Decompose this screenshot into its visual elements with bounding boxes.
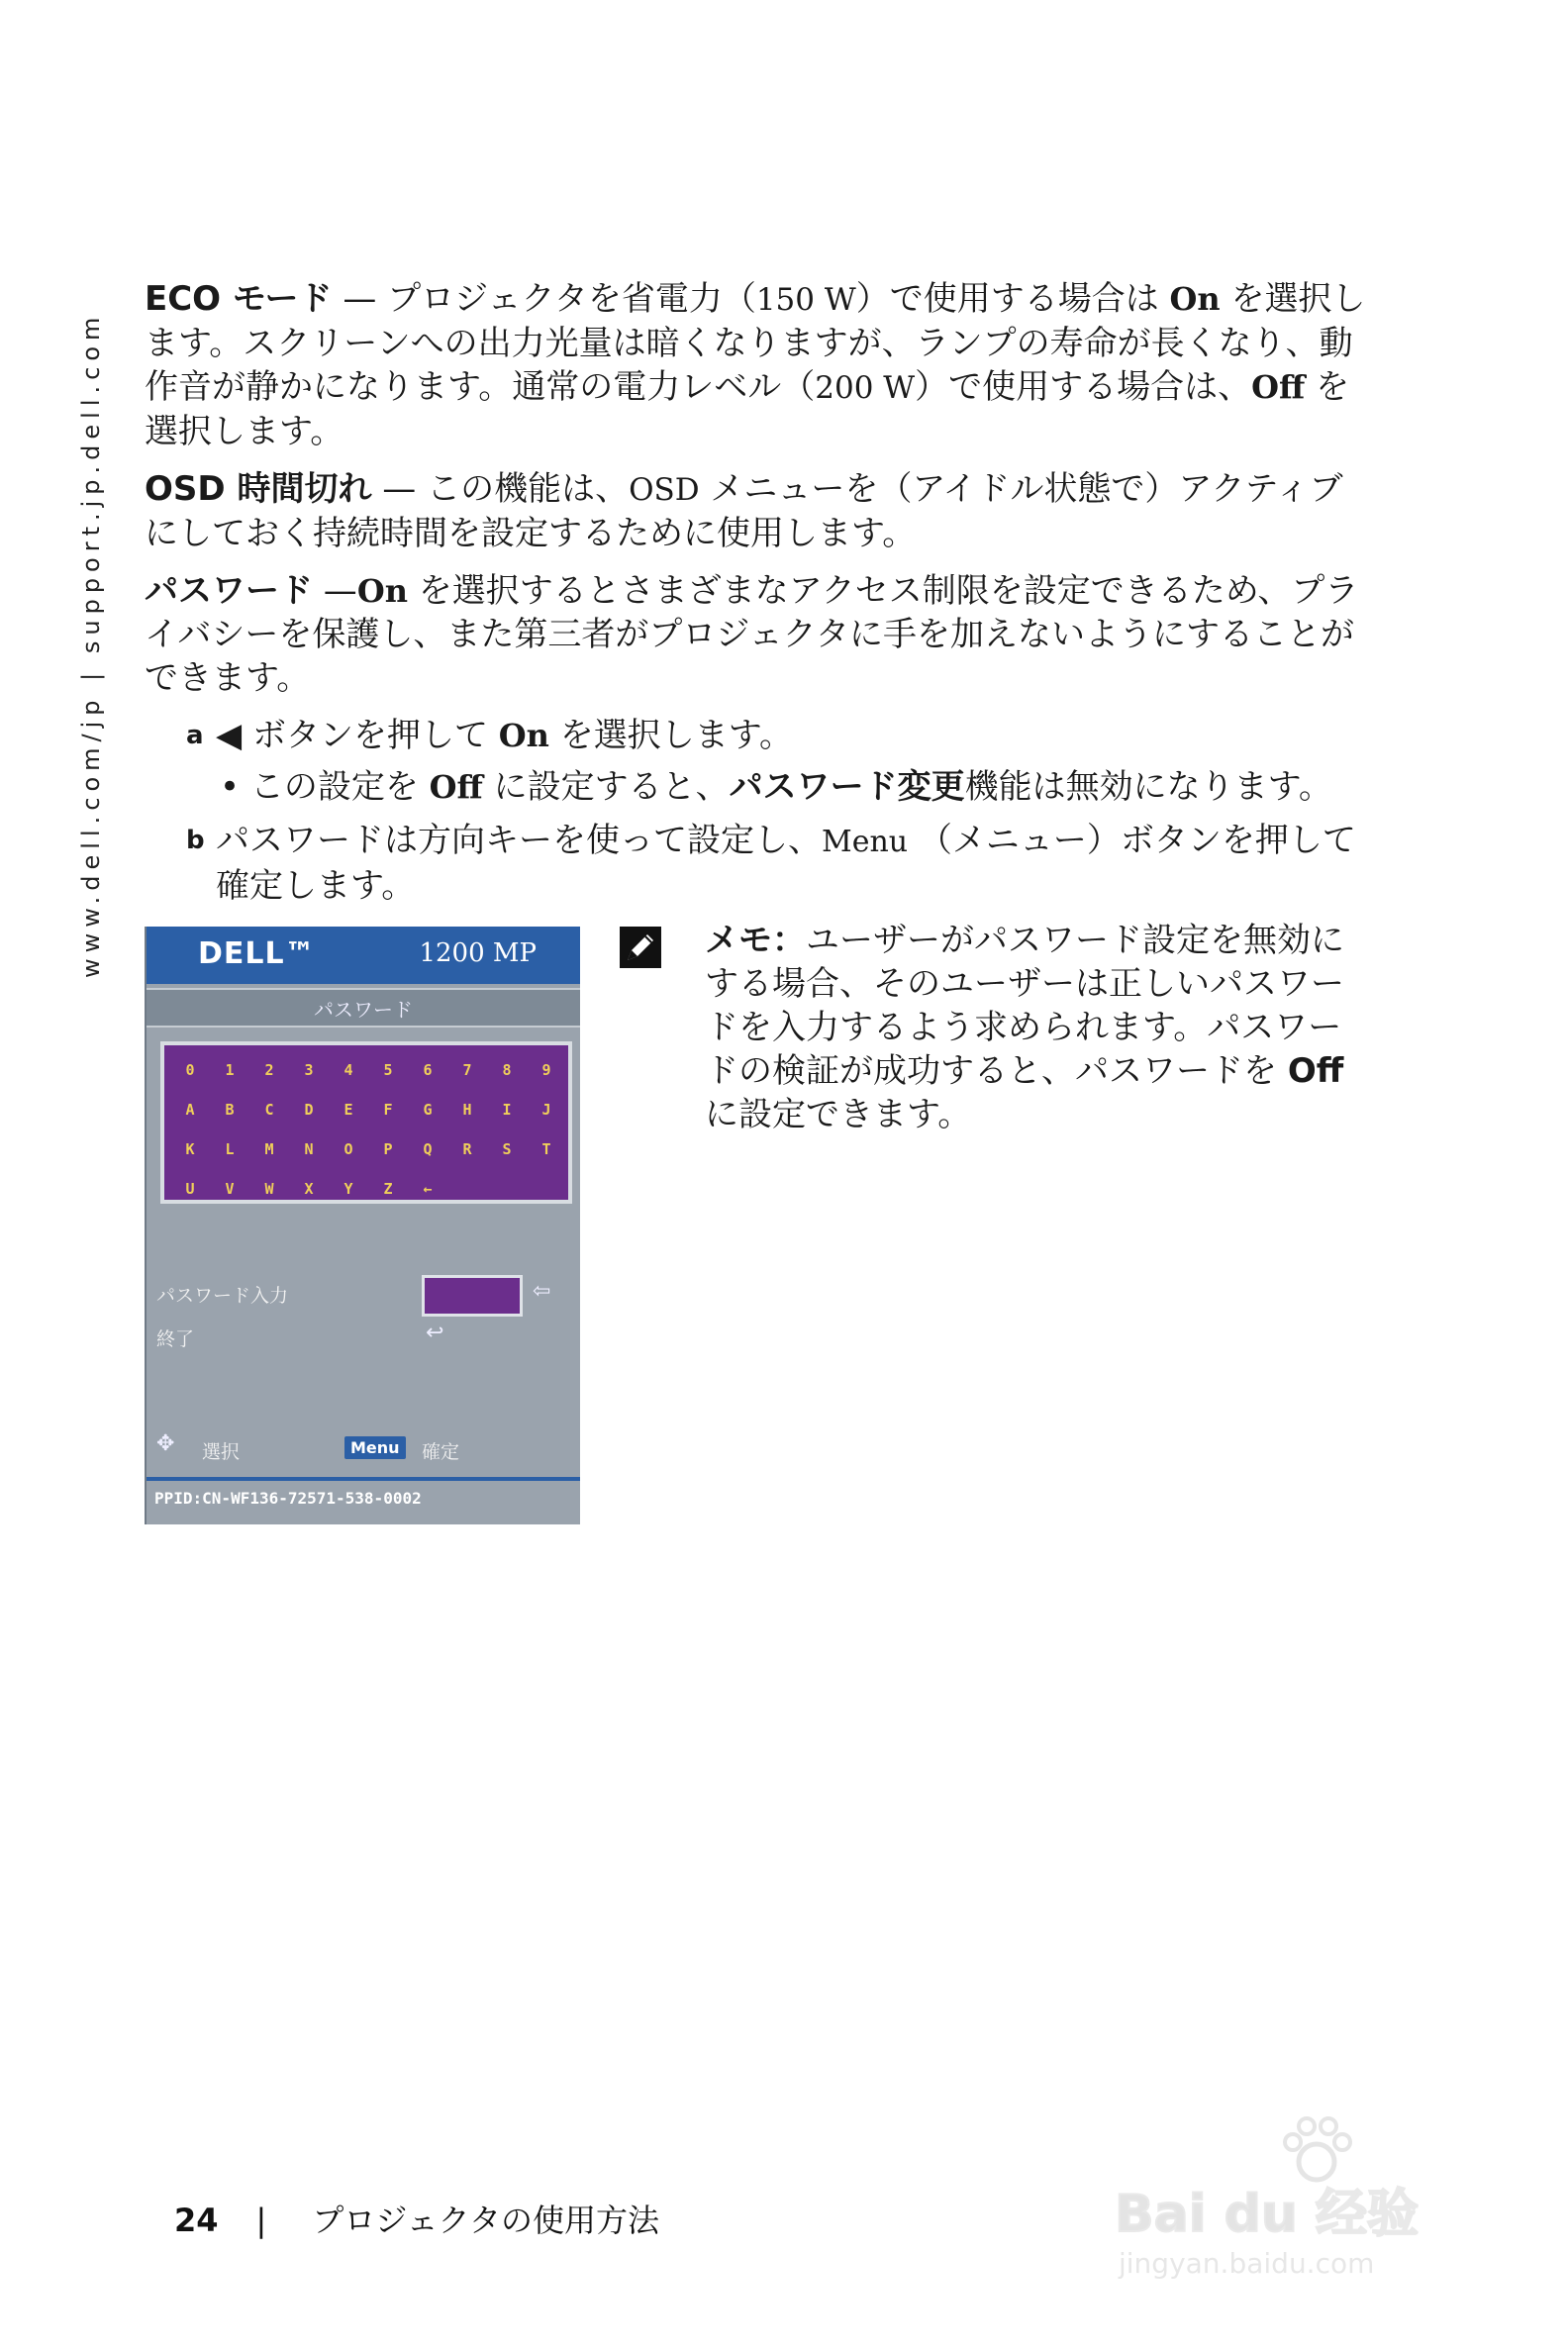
eco-text-1: プロジェクタを省電力（ — [387, 279, 756, 319]
key[interactable]: 9 — [541, 1061, 551, 1079]
osd-text-2: メニューを（アイドル状態で）アクティブにしておく持続時間を設定するために使用します。 — [145, 469, 1343, 553]
note-text-2: に設定できます。 — [705, 1095, 972, 1134]
osd-title: パスワード — [314, 998, 413, 1022]
key[interactable]: D — [304, 1101, 314, 1119]
key[interactable]: 6 — [423, 1061, 433, 1079]
key[interactable]: O — [343, 1140, 353, 1158]
watermark-url: jingyan.baidu.com — [1119, 2247, 1375, 2280]
key[interactable]: Y — [343, 1180, 353, 1198]
return-icon: ↩ — [426, 1321, 444, 1345]
eco-mode-paragraph — [145, 277, 1366, 453]
key[interactable]: V — [225, 1180, 235, 1198]
arrow-left-icon: ⇦ — [533, 1279, 551, 1304]
bullet-text-3: 機能は無効になります。 — [964, 767, 1332, 807]
eco-text-4: ）で使用する場合は、 — [915, 367, 1252, 407]
note-text-1: ユーザーがパスワード設定を無効にする場合、そのユーザーは正しいパスワードを入力するよう求められます。パスワードの検証が成功すると、パスワードを — [705, 921, 1344, 1091]
confirm-label: 確定 — [422, 1441, 460, 1463]
eco-dash: — — [332, 279, 388, 319]
key[interactable]: K — [185, 1140, 195, 1158]
osd-dash: — — [371, 469, 428, 509]
osd-separator — [147, 1477, 580, 1481]
osd-title-strip — [147, 988, 580, 1028]
key[interactable]: S — [502, 1140, 512, 1158]
key[interactable]: 4 — [343, 1061, 353, 1079]
eco-off: Off — [1251, 368, 1306, 406]
key[interactable]: 8 — [502, 1061, 512, 1079]
bullet-term: パスワード変更 — [729, 767, 965, 807]
menu-button[interactable]: Menu — [344, 1436, 406, 1459]
footer-separator: | — [255, 2202, 267, 2239]
password-input-label: パスワード入力 — [156, 1285, 289, 1307]
key[interactable]: T — [541, 1140, 551, 1158]
page-footer — [174, 2196, 659, 2241]
key[interactable]: G — [423, 1101, 433, 1119]
chapter-title: プロジェクタの使用方法 — [312, 2202, 660, 2239]
key[interactable]: A — [185, 1101, 195, 1119]
step-b-marker: b — [186, 826, 205, 855]
keyboard-row-1 — [178, 1061, 554, 1085]
dpad-icon: ✥ — [156, 1431, 175, 1456]
key[interactable]: 7 — [462, 1061, 472, 1079]
backspace-key[interactable]: ← — [423, 1180, 433, 1198]
keyboard-row-2 — [178, 1101, 554, 1125]
osd-screenshot — [145, 927, 580, 1524]
bullet-text-1: • この設定を — [220, 767, 430, 807]
step-a-text-2: を選択します。 — [548, 716, 793, 755]
key[interactable]: B — [225, 1101, 235, 1119]
key[interactable]: Q — [423, 1140, 433, 1158]
pencil-note-icon — [620, 927, 661, 968]
password-input[interactable] — [422, 1275, 523, 1317]
key[interactable]: 5 — [383, 1061, 393, 1079]
baidu-watermark — [1109, 2116, 1485, 2297]
key[interactable]: R — [462, 1140, 472, 1158]
key[interactable]: 0 — [185, 1061, 195, 1079]
key[interactable]: 3 — [304, 1061, 314, 1079]
note-label: メモ： — [705, 921, 806, 960]
dell-logo: DELL™ — [198, 936, 316, 971]
bullet-text-2: に設定すると、 — [482, 767, 730, 807]
key[interactable]: H — [462, 1101, 472, 1119]
eco-text-5: を選択します。 — [145, 367, 1350, 451]
osd-timeout-term: OSD 時間切れ — [145, 469, 372, 509]
keyboard-row-3 — [178, 1140, 554, 1164]
password-term: パスワード — [145, 571, 313, 611]
osd-abbrev: OSD — [629, 472, 700, 508]
key[interactable]: J — [541, 1101, 551, 1119]
bullet-note — [220, 765, 1366, 809]
main-content — [145, 277, 1366, 916]
step-b — [145, 819, 1366, 908]
keyboard-row-4 — [178, 1180, 554, 1204]
step-b-text-1: パスワードは方向キーを使って設定し、 — [216, 821, 822, 860]
step-a — [145, 714, 1366, 757]
key[interactable]: M — [264, 1140, 274, 1158]
watermark-text: Bai du 经验 — [1115, 2185, 1419, 2244]
osd-keyboard — [160, 1041, 572, 1204]
step-a-text-1: ◀ ボタンを押して — [216, 716, 499, 755]
ppid-label: PPID:CN-WF136-72571-538-0002 — [154, 1489, 422, 1508]
password-text-1: を選択するとさまざまなアクセス制限を設定できるため、プライバシーを保護し、また第三者がプロジェクタに手を加えないようにすることができます。 — [145, 571, 1359, 698]
eco-text-3: を選択します。スクリーンへの出力光量は暗くなりますが、ランプの寿命が長くなり、動作音が静かになります。通常の電力レベル（ — [145, 279, 1366, 407]
key[interactable]: I — [502, 1101, 512, 1119]
eco-on: On — [1169, 280, 1221, 318]
key[interactable]: P — [383, 1140, 393, 1158]
key[interactable]: F — [383, 1101, 393, 1119]
note-off: Off — [1287, 1051, 1344, 1091]
key[interactable]: U — [185, 1180, 195, 1198]
osd-timeout-paragraph — [145, 467, 1366, 555]
osd-header — [147, 927, 580, 984]
eco-text-2: ）で使用する場合は — [855, 279, 1170, 319]
key[interactable]: 2 — [264, 1061, 274, 1079]
key[interactable]: C — [264, 1101, 274, 1119]
key[interactable]: Z — [383, 1180, 393, 1198]
eco-mode-term: ECO モード — [145, 279, 333, 319]
eco-watt-1: 150 W — [755, 282, 856, 318]
key[interactable]: E — [343, 1101, 353, 1119]
password-dash: — — [313, 571, 357, 611]
osd-text-1: この機能は、 — [427, 469, 630, 509]
eco-watt-2: 200 W — [815, 370, 916, 406]
password-on: On — [356, 572, 408, 610]
key[interactable]: N — [304, 1140, 314, 1158]
step-b-text-2: （メニュー）ボタンを押して確定します。 — [216, 821, 1356, 906]
note-box — [705, 919, 1370, 1136]
step-a-marker: a — [186, 721, 204, 750]
step-b-menu: Menu — [822, 825, 909, 859]
exit-label[interactable]: 終了 — [156, 1328, 195, 1350]
key[interactable]: L — [225, 1140, 235, 1158]
osd-model-label: 1200 MP — [419, 938, 537, 968]
side-url: www.dell.com/jp | support.jp.dell.com — [77, 311, 105, 978]
password-paragraph — [145, 569, 1366, 700]
key[interactable]: 1 — [225, 1061, 235, 1079]
key[interactable]: W — [264, 1180, 274, 1198]
step-a-on: On — [498, 717, 549, 754]
bullet-off: Off — [429, 768, 483, 806]
key[interactable]: X — [304, 1180, 314, 1198]
page-number: 24 — [174, 2202, 219, 2239]
select-label: 選択 — [202, 1441, 241, 1463]
